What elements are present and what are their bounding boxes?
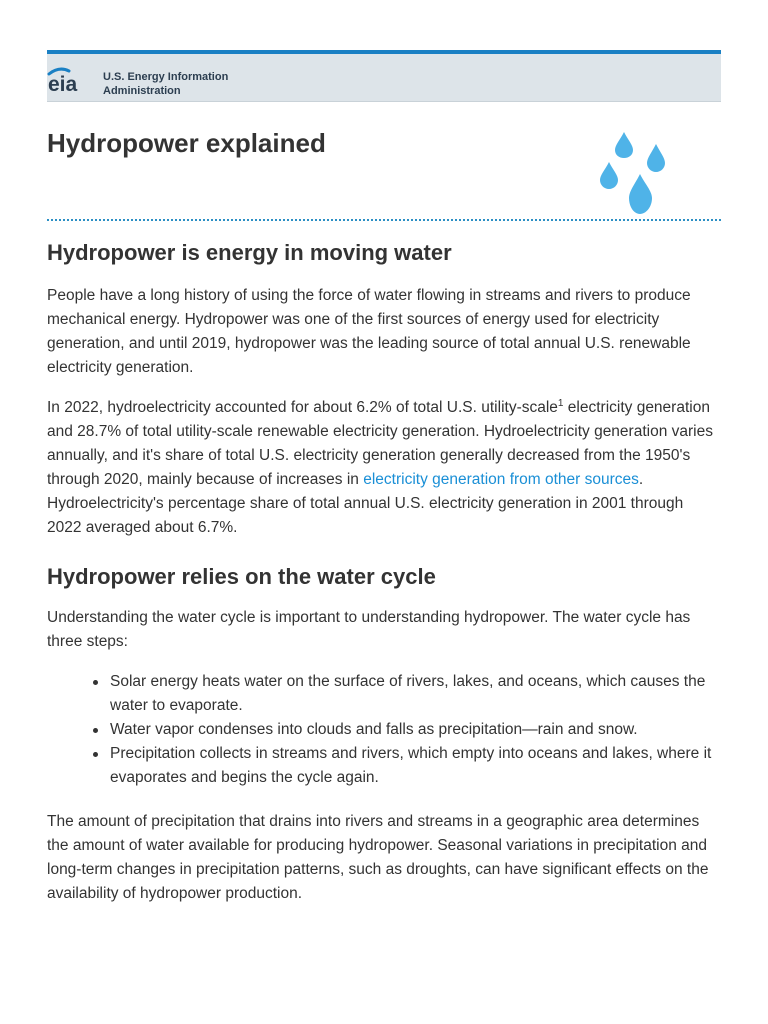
water-drops-icon [596, 130, 678, 216]
site-header [47, 50, 721, 102]
org-name[interactable] [103, 70, 228, 98]
org-name-line1: U.S. Energy Information [103, 71, 229, 83]
org-name-line2: Administration [103, 85, 181, 97]
water-cycle-steps-list [80, 670, 722, 790]
paragraph-precipitation: The amount of precipitation that drains into rivers and streams in a geographic area determines the amount of water available for producing hydropower. Seasonal variations in precipitation and long-term changes in precipitation patterns, such as droughts, can have significant effects on the availability of hydropower production. [47, 813, 709, 902]
logo-letters: eia [48, 73, 78, 95]
paragraph-water-cycle-intro: Understanding the water cycle is important to understanding hydropower. The water cycle has three steps: [47, 609, 691, 650]
section-divider [47, 219, 721, 221]
paragraph-statistics-part1: In 2022, hydroelectricity accounted for about 6.2% of total U.S. utility-scale [47, 399, 558, 416]
list-item: Precipitation collects in streams and rivers, which empty into oceans and lakes, where it evaporates and begins the cycle again. [110, 742, 722, 790]
link-electricity-other-sources[interactable]: electricity generation from other sources [363, 471, 639, 488]
list-item: Water vapor condenses into clouds and falls as precipitation—rain and snow. [110, 718, 722, 742]
paragraph-statistics [47, 396, 721, 540]
section-heading-water-cycle: Hydropower relies on the water cycle [47, 564, 436, 589]
list-item: Solar energy heats water on the surface of rivers, lakes, and oceans, which causes the water to evaporate. [110, 670, 722, 718]
paragraph-statistics-part3: . Hydroelectricity's percentage share of total annual U.S. electricity generation in 2001 through 2022 averaged about 6.7%. [47, 471, 684, 536]
eia-logo-icon[interactable] [47, 65, 91, 95]
paragraph-history: People have a long history of using the force of water flowing in streams and rivers to produce mechanical energy. Hydropower was one of the first sources of energy used for electricity generation, and until 2019, hydropower was the leading source of total annual U.S. renewable electricity generation. [47, 287, 691, 376]
paragraph-statistics-part2: electricity generation and 28.7% of total utility-scale renewable electricity generation. Hydroelectricity generation varies annually, and it's share of total U.S. electricity generation generally decreased from the 1950's through 2020, mainly because of increases in [47, 399, 713, 488]
footnote-marker[interactable]: 1 [557, 398, 564, 409]
section-heading-energy: Hydropower is energy in moving water [47, 240, 452, 265]
page-title: Hydropower explained [47, 128, 326, 158]
